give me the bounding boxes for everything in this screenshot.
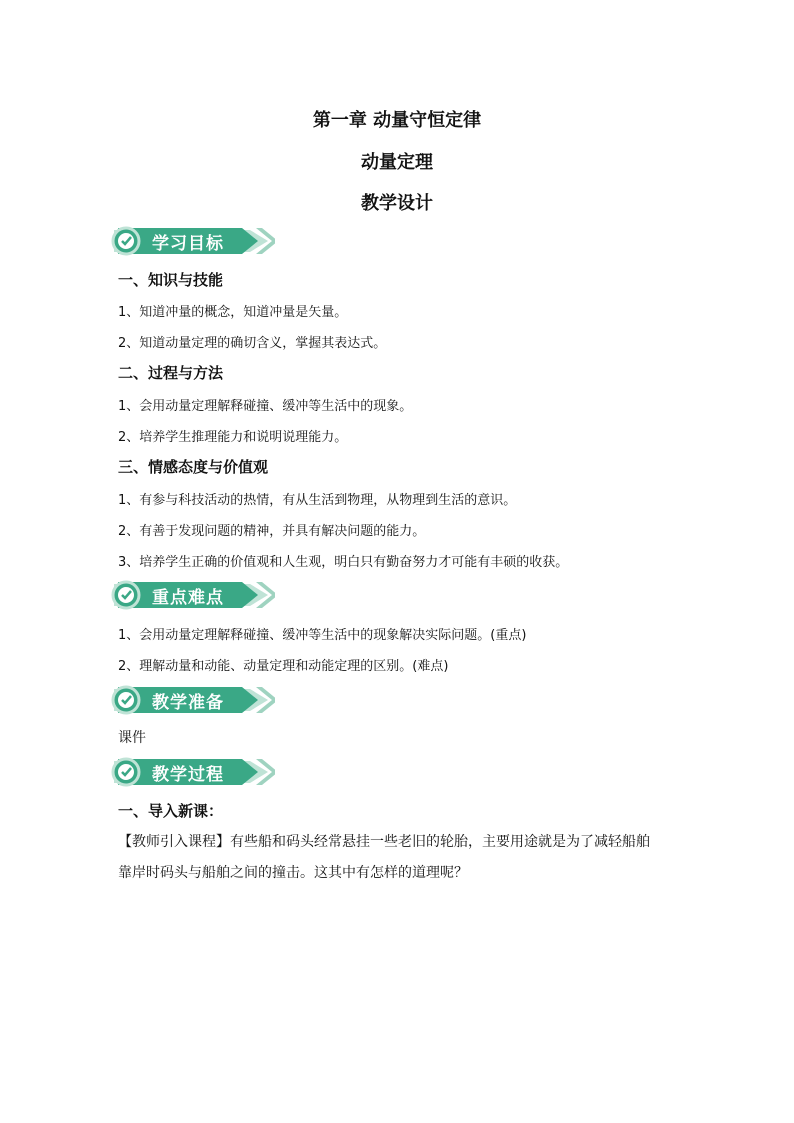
objectives-part2-heading: 二、过程与方法 — [118, 364, 224, 382]
process-paragraph-line: 靠岸时码头与船舶之间的撞击。这其中有怎样的道理呢？ — [118, 865, 468, 881]
objectives-part2-item: 1、会用动量定理解释碰撞、缓冲等生活中的现象。 — [118, 399, 413, 414]
objectives-part1-heading: 一、知识与技能 — [118, 271, 224, 289]
objectives-part1-item: 1、知道冲量的概念，知道冲量是矢量。 — [118, 305, 348, 320]
design-title: 教学设计 — [361, 193, 433, 214]
key-point-item: 1、会用动量定理解释碰撞、缓冲等生活中的现象解决实际问题。(重点) — [118, 628, 527, 643]
banner-preparation — [110, 684, 275, 716]
lesson-title: 动量定理 — [361, 152, 433, 173]
chapter-title: 第一章 动量守恒定律 — [312, 110, 482, 131]
process-heading: 一、导入新课： — [118, 802, 224, 820]
banner-process-label: 教学过程 — [152, 765, 224, 785]
banner-preparation-label: 教学准备 — [152, 693, 224, 713]
banner-objectives — [110, 225, 275, 257]
preparation-text: 课件 — [118, 730, 146, 746]
objectives-part3-heading: 三、情感态度与价值观 — [118, 458, 269, 476]
objectives-part2-item: 2、培养学生推理能力和说明说理能力。 — [118, 430, 348, 445]
objectives-part1-item: 2、知道动量定理的确切含义，掌握其表达式。 — [118, 336, 387, 351]
objectives-part3-item: 1、有参与科技活动的热情，有从生活到物理，从物理到生活的意识。 — [118, 493, 517, 508]
process-paragraph-line: 【教师引入课程】有些船和码头经常悬挂一些老旧的轮胎，主要用途就是为了减轻船舶 — [118, 834, 650, 850]
banner-key-points-label: 重点难点 — [152, 588, 224, 608]
banner-objectives-label: 学习目标 — [152, 234, 224, 254]
key-point-item: 2、理解动量和动能、动量定理和动能定理的区别。(难点) — [118, 659, 449, 674]
banner-process — [110, 756, 275, 788]
objectives-part3-item: 3、培养学生正确的价值观和人生观，明白只有勤奋努力才可能有丰硕的收获。 — [118, 555, 569, 570]
objectives-part3-item: 2、有善于发现问题的精神，并具有解决问题的能力。 — [118, 524, 426, 539]
banner-key-points — [110, 579, 275, 611]
